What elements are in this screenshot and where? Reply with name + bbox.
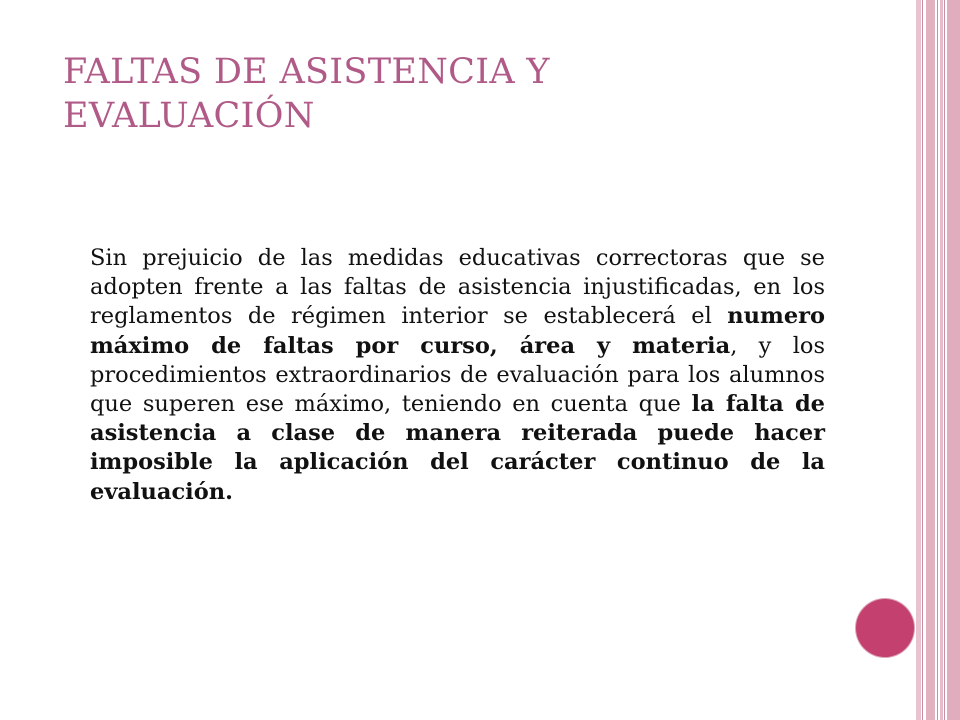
title-line-1: FALTAS DE ASISTENCIA Y: [63, 52, 550, 92]
body-text-part-2: , y los procedimientos extraordinarios de evaluación para los alumnos que superen ese máximo, teniendo en cuenta que: [90, 332, 825, 418]
decorative-circle: [856, 599, 914, 657]
slide-body-text: [90, 244, 825, 507]
body-text-part-1: Sin prejuicio de las medidas educativas correctoras que se adopten frente a las faltas de asistencia injustificadas, en los reglamentos de régimen interior se establecerá el: [90, 245, 825, 330]
border-stripe: [940, 0, 943, 720]
title-line-2: EVALUACIÓN: [63, 96, 315, 136]
border-stripe-line: [944, 0, 945, 720]
border-stripe: [947, 0, 960, 720]
border-stripe: [926, 0, 935, 720]
body-text-bold-1: numero máximo de faltas por curso, área y materia: [90, 303, 825, 359]
decorative-border-stripes: [916, 0, 960, 720]
border-stripe: [916, 0, 921, 720]
body-text-bold-2: la falta de asistencia a clase de manera reiterada puede hacer imposible la aplicación del carácter continuo de la evaluación.: [90, 391, 825, 505]
border-stripe-line: [937, 0, 938, 720]
border-stripe-line: [922, 0, 923, 720]
slide-title: [63, 50, 843, 138]
